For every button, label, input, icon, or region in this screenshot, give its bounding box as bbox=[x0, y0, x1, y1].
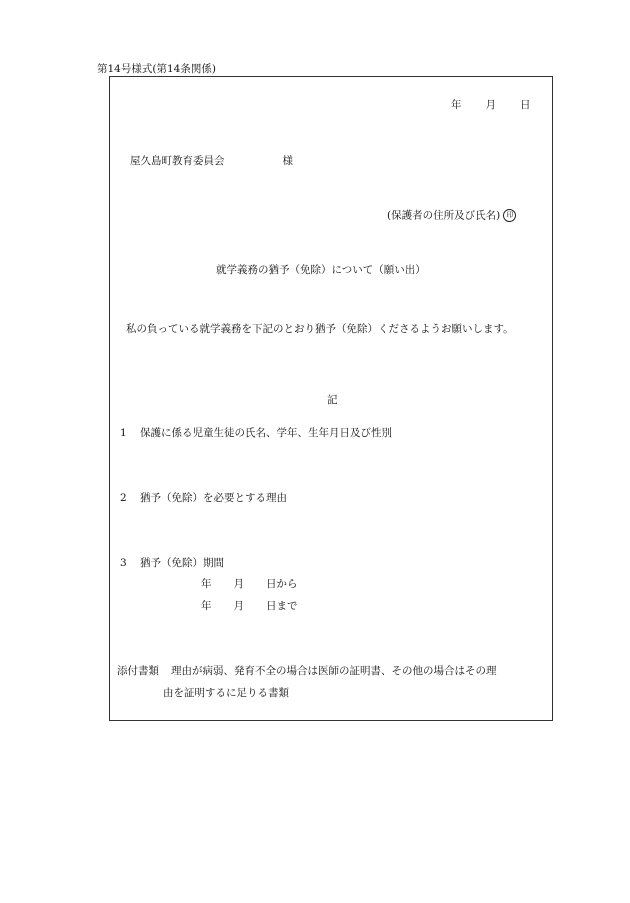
period-from-month: 月 bbox=[233, 578, 244, 590]
date-month: 月 bbox=[485, 99, 496, 111]
period-to bbox=[201, 600, 298, 613]
ki-marker: 記 bbox=[327, 394, 338, 406]
seal-icon: 印 bbox=[503, 209, 516, 222]
date-line bbox=[451, 99, 531, 112]
item-text: 保護に係る児童生徒の氏名、学年、生年月日及び性別 bbox=[140, 427, 392, 439]
applicant-line bbox=[387, 209, 516, 222]
period-from bbox=[201, 578, 298, 591]
form-number-label: 第14号様式(第14条関係) bbox=[97, 63, 216, 75]
document-title: 就学義務の猶予（免除）について（願い出） bbox=[216, 264, 426, 276]
date-day: 日 bbox=[520, 99, 531, 111]
period-to-year: 年 bbox=[201, 600, 212, 612]
period-to-month: 月 bbox=[233, 600, 244, 612]
applicant-label: (保護者の住所及び氏名) bbox=[387, 209, 501, 222]
period-to-day: 日まで bbox=[266, 600, 298, 612]
body-text: 私の負っている就学義務を下記のとおり猶予（免除）くださるようお願いします。 bbox=[126, 323, 514, 335]
date-year: 年 bbox=[451, 99, 462, 111]
item-2 bbox=[120, 492, 287, 505]
item-3 bbox=[120, 557, 224, 570]
item-text: 猶予（免除）を必要とする理由 bbox=[140, 492, 287, 504]
addressee-suffix: 様 bbox=[282, 155, 293, 167]
attachment-line-2: 由を証明するに足りる書類 bbox=[163, 687, 289, 699]
period-from-day: 日から bbox=[266, 578, 298, 590]
attachment-text-1: 理由が病弱、発育不全の場合は医師の証明書、その他の場合はその理 bbox=[171, 665, 497, 677]
addressee-name: 屋久島町教育委員会 bbox=[130, 155, 225, 167]
item-text: 猶予（免除）期間 bbox=[140, 557, 224, 569]
attachment-label: 添付書類 bbox=[117, 665, 159, 677]
item-1 bbox=[120, 427, 392, 440]
attachment-line-1 bbox=[117, 665, 497, 678]
addressee bbox=[130, 155, 293, 168]
item-number: 2 bbox=[120, 492, 127, 504]
item-number: 1 bbox=[120, 427, 127, 439]
period-from-year: 年 bbox=[201, 578, 212, 590]
item-number: 3 bbox=[120, 557, 127, 569]
